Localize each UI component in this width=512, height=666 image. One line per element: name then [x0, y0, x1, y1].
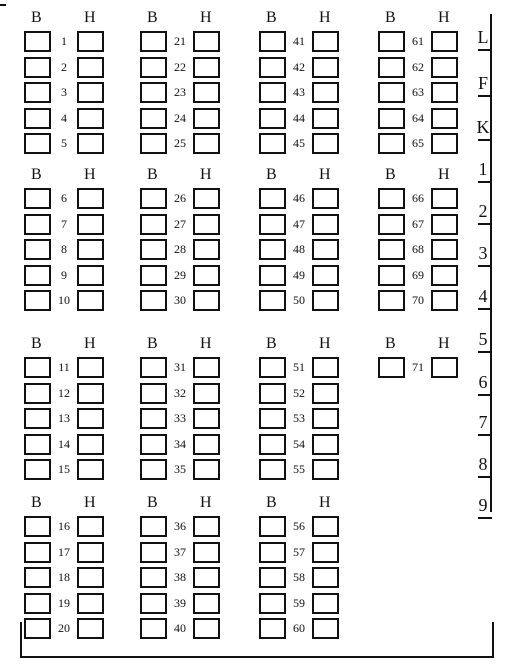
answer-box-n[interactable] — [193, 618, 220, 639]
answer-box-n[interactable] — [77, 108, 104, 129]
scale-tick — [478, 265, 492, 267]
item-number: 8 — [61, 242, 67, 256]
item-number: 23 — [174, 85, 186, 99]
column-header-b: В — [147, 166, 158, 183]
answer-box-n[interactable] — [431, 188, 458, 209]
column-header-b: В — [266, 9, 277, 26]
item-number: 25 — [174, 136, 186, 150]
item-number: 32 — [174, 386, 186, 400]
item-number: 12 — [58, 386, 70, 400]
item-number: 61 — [412, 34, 424, 48]
scale-tick — [478, 476, 492, 478]
item-number: 7 — [61, 217, 67, 231]
answer-box-b[interactable] — [259, 383, 286, 404]
answer-box-n[interactable] — [312, 434, 339, 455]
answer-box-b[interactable] — [140, 265, 167, 286]
item-number: 71 — [412, 360, 424, 374]
scale-label: K — [476, 117, 490, 137]
answer-box-b[interactable] — [24, 459, 51, 480]
answer-box-b[interactable] — [140, 516, 167, 537]
answer-box-b[interactable] — [24, 265, 51, 286]
answer-box-n[interactable] — [193, 383, 220, 404]
item-number: 62 — [412, 60, 424, 74]
column-header-n: Н — [84, 494, 96, 511]
answer-box-b[interactable] — [259, 82, 286, 103]
scale-label: 4 — [478, 286, 488, 306]
answer-box-b[interactable] — [140, 188, 167, 209]
item-number: 4 — [61, 111, 67, 125]
item-number: 30 — [174, 293, 186, 307]
column-header-b: В — [147, 9, 158, 26]
answer-box-n[interactable] — [193, 188, 220, 209]
item-number: 41 — [293, 34, 305, 48]
answer-box-n[interactable] — [193, 567, 220, 588]
corner-mark — [0, 4, 6, 6]
scale-label: 1 — [478, 159, 488, 179]
answer-box-n[interactable] — [193, 108, 220, 129]
column-header-b: В — [147, 494, 158, 511]
answer-box-b[interactable] — [259, 408, 286, 429]
column-header-b: В — [385, 9, 396, 26]
item-number: 15 — [58, 462, 70, 476]
answer-box-n[interactable] — [312, 108, 339, 129]
column-header-b: В — [266, 166, 277, 183]
scale-label: 8 — [478, 454, 488, 474]
scale-tick — [478, 517, 492, 519]
item-number: 22 — [174, 60, 186, 74]
item-number: 1 — [61, 34, 67, 48]
item-number: 43 — [293, 85, 305, 99]
scale-tick — [478, 434, 492, 436]
item-number: 65 — [412, 136, 424, 150]
column-header-b: В — [385, 166, 396, 183]
answer-box-b[interactable] — [24, 434, 51, 455]
item-number: 11 — [58, 360, 70, 374]
answer-box-b[interactable] — [140, 593, 167, 614]
answer-box-b[interactable] — [378, 57, 405, 78]
answer-box-n[interactable] — [193, 459, 220, 480]
answer-box-n[interactable] — [77, 357, 104, 378]
answer-box-n[interactable] — [431, 31, 458, 52]
scale-tick — [478, 49, 492, 51]
scale-label: F — [477, 73, 488, 93]
answer-box-n[interactable] — [193, 133, 220, 154]
answer-box-n[interactable] — [77, 383, 104, 404]
answer-box-n[interactable] — [431, 290, 458, 311]
answer-box-n[interactable] — [77, 618, 104, 639]
column-header-n: Н — [200, 335, 212, 352]
item-number: 39 — [174, 596, 186, 610]
answer-box-n[interactable] — [431, 57, 458, 78]
answer-box-n[interactable] — [193, 434, 220, 455]
answer-box-n[interactable] — [312, 383, 339, 404]
answer-box-n[interactable] — [312, 188, 339, 209]
answer-box-b[interactable] — [259, 57, 286, 78]
item-number: 54 — [293, 437, 305, 451]
item-number: 10 — [58, 293, 70, 307]
answer-box-n[interactable] — [77, 408, 104, 429]
answer-box-n[interactable] — [312, 408, 339, 429]
answer-box-n[interactable] — [77, 593, 104, 614]
answer-box-b[interactable] — [259, 516, 286, 537]
answer-box-n[interactable] — [77, 290, 104, 311]
answer-box-n[interactable] — [312, 265, 339, 286]
answer-box-b[interactable] — [378, 188, 405, 209]
answer-box-b[interactable] — [140, 408, 167, 429]
answer-box-b[interactable] — [259, 542, 286, 563]
answer-box-n[interactable] — [312, 357, 339, 378]
column-header-b: В — [266, 335, 277, 352]
answer-box-n[interactable] — [193, 357, 220, 378]
answer-box-b[interactable] — [24, 408, 51, 429]
item-number: 28 — [174, 242, 186, 256]
column-header-b: В — [31, 166, 42, 183]
answer-box-b[interactable] — [378, 31, 405, 52]
column-header-n: Н — [438, 166, 450, 183]
answer-box-b[interactable] — [140, 459, 167, 480]
answer-box-b[interactable] — [140, 618, 167, 639]
answer-box-b[interactable] — [24, 542, 51, 563]
answer-box-b[interactable] — [259, 188, 286, 209]
item-number: 60 — [293, 621, 305, 635]
answer-box-b[interactable] — [24, 516, 51, 537]
answer-box-b[interactable] — [140, 239, 167, 260]
item-number: 17 — [58, 545, 70, 559]
item-number: 56 — [293, 519, 305, 533]
answer-box-b[interactable] — [259, 357, 286, 378]
answer-box-b[interactable] — [259, 290, 286, 311]
item-number: 48 — [293, 242, 305, 256]
item-number: 45 — [293, 136, 305, 150]
answer-box-n[interactable] — [312, 618, 339, 639]
answer-box-n[interactable] — [312, 459, 339, 480]
column-header-n: Н — [84, 335, 96, 352]
scale-tick — [478, 181, 492, 183]
column-header-n: Н — [200, 494, 212, 511]
item-number: 33 — [174, 411, 186, 425]
item-number: 21 — [174, 34, 186, 48]
answer-box-n[interactable] — [312, 214, 339, 235]
answer-box-b[interactable] — [259, 214, 286, 235]
scale-tick — [478, 308, 492, 310]
scale-tick — [478, 394, 492, 396]
item-number: 18 — [58, 570, 70, 584]
answer-box-n[interactable] — [312, 290, 339, 311]
answer-box-n[interactable] — [312, 542, 339, 563]
item-number: 66 — [412, 191, 424, 205]
item-number: 70 — [412, 293, 424, 307]
answer-box-b[interactable] — [24, 593, 51, 614]
answer-box-b[interactable] — [378, 82, 405, 103]
item-number: 2 — [61, 60, 67, 74]
answer-box-n[interactable] — [77, 214, 104, 235]
answer-box-n[interactable] — [193, 239, 220, 260]
scale-label: 3 — [478, 243, 488, 263]
answer-box-n[interactable] — [431, 82, 458, 103]
answer-box-n[interactable] — [77, 133, 104, 154]
answer-box-b[interactable] — [140, 214, 167, 235]
answer-box-b[interactable] — [140, 357, 167, 378]
answer-box-b[interactable] — [259, 593, 286, 614]
column-header-n: Н — [438, 335, 450, 352]
column-header-n: Н — [200, 166, 212, 183]
answer-box-n[interactable] — [431, 214, 458, 235]
item-number: 13 — [58, 411, 70, 425]
answer-box-b[interactable] — [24, 567, 51, 588]
scale-tick — [478, 223, 492, 225]
answer-box-n[interactable] — [431, 133, 458, 154]
answer-box-n[interactable] — [77, 542, 104, 563]
answer-box-b[interactable] — [24, 133, 51, 154]
answer-box-b[interactable] — [140, 57, 167, 78]
answer-box-n[interactable] — [312, 567, 339, 588]
item-number: 47 — [293, 217, 305, 231]
scale-axis-line — [490, 14, 492, 512]
item-number: 42 — [293, 60, 305, 74]
answer-box-n[interactable] — [193, 57, 220, 78]
answer-box-n[interactable] — [312, 133, 339, 154]
answer-box-n[interactable] — [312, 239, 339, 260]
answer-box-b[interactable] — [24, 214, 51, 235]
answer-box-n[interactable] — [193, 593, 220, 614]
item-number: 64 — [412, 111, 424, 125]
item-number: 29 — [174, 268, 186, 282]
item-number: 52 — [293, 386, 305, 400]
answer-box-b[interactable] — [24, 239, 51, 260]
answer-box-n[interactable] — [193, 516, 220, 537]
column-header-n: Н — [84, 9, 96, 26]
answer-box-b[interactable] — [140, 108, 167, 129]
answer-box-b[interactable] — [259, 459, 286, 480]
answer-box-n[interactable] — [193, 82, 220, 103]
column-header-n: Н — [84, 166, 96, 183]
column-header-b: В — [31, 494, 42, 511]
item-number: 31 — [174, 360, 186, 374]
answer-box-n[interactable] — [431, 265, 458, 286]
scale-label: 7 — [478, 412, 488, 432]
item-number: 16 — [58, 519, 70, 533]
answer-box-b[interactable] — [24, 618, 51, 639]
column-header-b: В — [147, 335, 158, 352]
answer-box-n[interactable] — [77, 57, 104, 78]
column-header-n: Н — [319, 166, 331, 183]
answer-box-n[interactable] — [77, 188, 104, 209]
item-number: 24 — [174, 111, 186, 125]
item-number: 36 — [174, 519, 186, 533]
answer-box-b[interactable] — [378, 133, 405, 154]
scale-label: 5 — [478, 329, 488, 349]
answer-box-b[interactable] — [24, 57, 51, 78]
item-number: 51 — [293, 360, 305, 374]
answer-box-b[interactable] — [140, 82, 167, 103]
answer-box-b[interactable] — [24, 31, 51, 52]
answer-box-b[interactable] — [24, 383, 51, 404]
answer-box-b[interactable] — [24, 188, 51, 209]
answer-box-b[interactable] — [259, 31, 286, 52]
answer-box-n[interactable] — [312, 57, 339, 78]
answer-box-b[interactable] — [24, 357, 51, 378]
scale-tick — [478, 139, 492, 141]
answer-box-b[interactable] — [259, 133, 286, 154]
item-number: 59 — [293, 596, 305, 610]
answer-box-n[interactable] — [312, 593, 339, 614]
item-number: 67 — [412, 217, 424, 231]
answer-box-b[interactable] — [378, 239, 405, 260]
item-number: 38 — [174, 570, 186, 584]
scale-label: L — [477, 27, 489, 47]
item-number: 37 — [174, 545, 186, 559]
answer-box-b[interactable] — [378, 290, 405, 311]
bracket-bottom — [20, 656, 494, 658]
answer-box-n[interactable] — [77, 434, 104, 455]
bracket-left — [20, 622, 22, 658]
answer-box-b[interactable] — [24, 290, 51, 311]
scale-label: 2 — [478, 201, 488, 221]
answer-box-b[interactable] — [259, 434, 286, 455]
column-header-n: Н — [438, 9, 450, 26]
item-number: 68 — [412, 242, 424, 256]
item-number: 63 — [412, 85, 424, 99]
column-header-n: Н — [319, 335, 331, 352]
answer-box-b[interactable] — [140, 290, 167, 311]
item-number: 49 — [293, 268, 305, 282]
answer-box-n[interactable] — [312, 31, 339, 52]
answer-box-b[interactable] — [259, 567, 286, 588]
answer-box-n[interactable] — [77, 239, 104, 260]
answer-box-n[interactable] — [193, 290, 220, 311]
answer-box-b[interactable] — [24, 82, 51, 103]
answer-box-n[interactable] — [312, 516, 339, 537]
item-number: 57 — [293, 545, 305, 559]
answer-box-n[interactable] — [193, 408, 220, 429]
item-number: 26 — [174, 191, 186, 205]
answer-box-n[interactable] — [312, 82, 339, 103]
column-header-n: Н — [319, 494, 331, 511]
answer-box-n[interactable] — [77, 265, 104, 286]
item-number: 40 — [174, 621, 186, 635]
answer-box-b[interactable] — [259, 239, 286, 260]
item-number: 50 — [293, 293, 305, 307]
answer-box-b[interactable] — [259, 618, 286, 639]
item-number: 35 — [174, 462, 186, 476]
answer-box-b[interactable] — [378, 265, 405, 286]
answer-box-b[interactable] — [140, 383, 167, 404]
answer-box-n[interactable] — [193, 214, 220, 235]
answer-box-b[interactable] — [259, 108, 286, 129]
item-number: 53 — [293, 411, 305, 425]
answer-box-b[interactable] — [140, 133, 167, 154]
answer-box-b[interactable] — [140, 31, 167, 52]
answer-box-b[interactable] — [24, 108, 51, 129]
item-number: 27 — [174, 217, 186, 231]
answer-box-n[interactable] — [77, 82, 104, 103]
item-number: 9 — [61, 268, 67, 282]
item-number: 20 — [58, 621, 70, 635]
answer-box-n[interactable] — [193, 31, 220, 52]
scale-label: 6 — [478, 372, 488, 392]
item-number: 6 — [61, 191, 67, 205]
answer-box-n[interactable] — [77, 516, 104, 537]
answer-box-n[interactable] — [431, 357, 458, 378]
scale-tick — [478, 95, 492, 97]
bracket-right — [492, 622, 494, 658]
answer-box-n[interactable] — [193, 542, 220, 563]
column-header-b: В — [31, 335, 42, 352]
answer-box-n[interactable] — [77, 31, 104, 52]
answer-box-b[interactable] — [140, 434, 167, 455]
answer-box-b[interactable] — [378, 357, 405, 378]
item-number: 44 — [293, 111, 305, 125]
item-number: 55 — [293, 462, 305, 476]
item-number: 58 — [293, 570, 305, 584]
answer-box-n[interactable] — [193, 265, 220, 286]
item-number: 34 — [174, 437, 186, 451]
answer-box-n[interactable] — [431, 108, 458, 129]
column-header-b: В — [31, 9, 42, 26]
answer-box-b[interactable] — [140, 542, 167, 563]
answer-box-n[interactable] — [431, 239, 458, 260]
answer-box-n[interactable] — [77, 459, 104, 480]
column-header-b: В — [385, 335, 396, 352]
item-number: 69 — [412, 268, 424, 282]
item-number: 46 — [293, 191, 305, 205]
column-header-n: Н — [319, 9, 331, 26]
answer-box-b[interactable] — [378, 108, 405, 129]
item-number: 5 — [61, 136, 67, 150]
answer-box-b[interactable] — [259, 265, 286, 286]
column-header-b: В — [266, 494, 277, 511]
scale-label: 9 — [478, 495, 488, 515]
answer-box-n[interactable] — [77, 567, 104, 588]
answer-box-b[interactable] — [378, 214, 405, 235]
column-header-n: Н — [200, 9, 212, 26]
item-number: 14 — [58, 437, 70, 451]
answer-box-b[interactable] — [140, 567, 167, 588]
item-number: 3 — [61, 85, 67, 99]
scale-tick — [478, 351, 492, 353]
item-number: 19 — [58, 596, 70, 610]
